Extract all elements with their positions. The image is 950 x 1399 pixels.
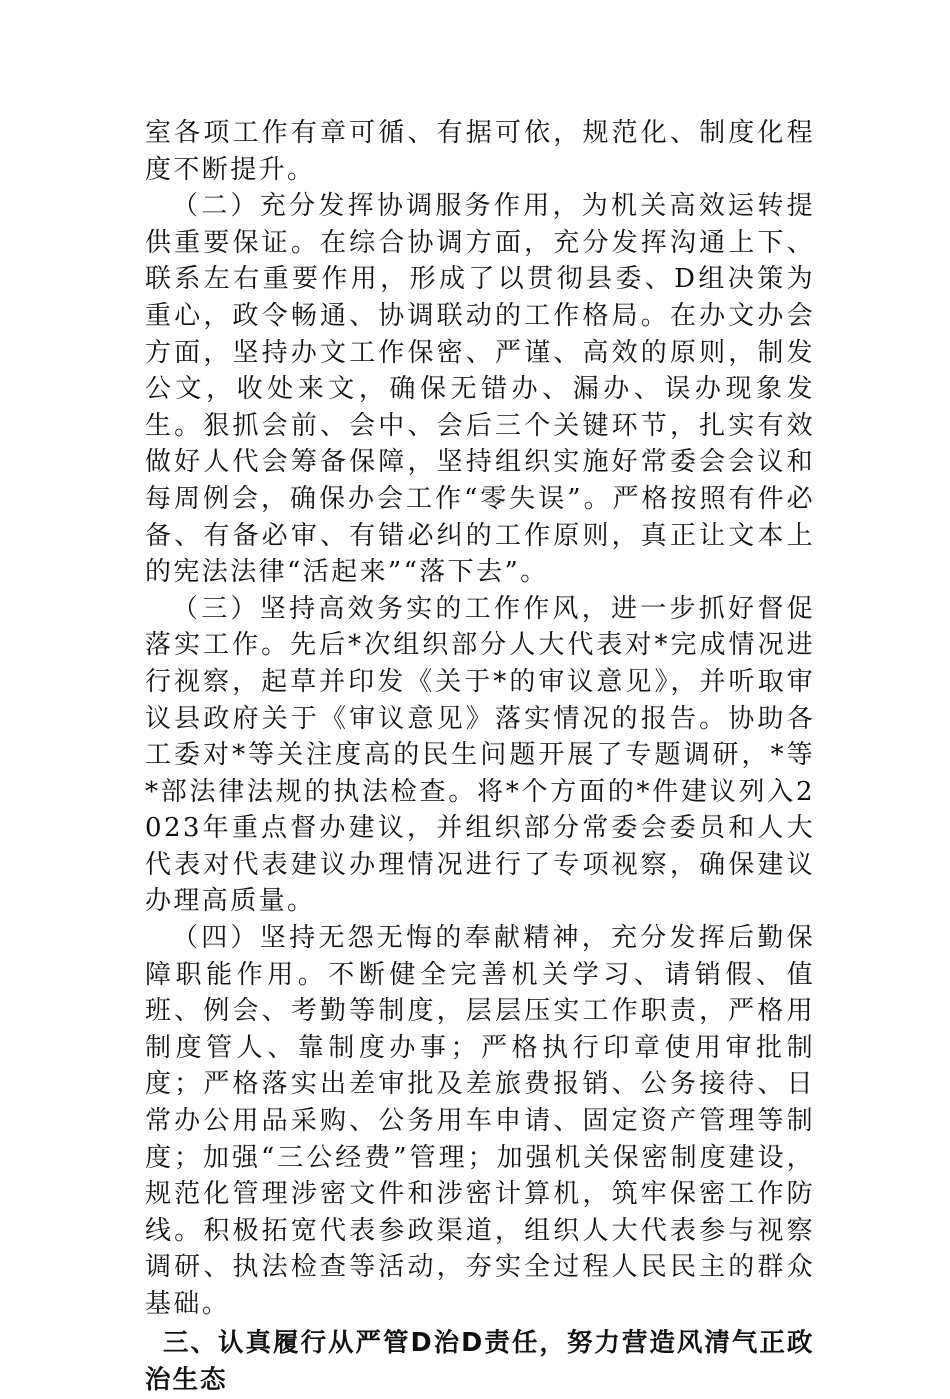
section-heading: 三、认真履行从严管D治D责任，努力营造风清气正政治生态 (145, 1327, 815, 1395)
paragraph-work-style: （三）坚持高效务实的工作作风，进一步抓好督促落实工作。先后*次组织部分人大代表对*完成情况进行视察，起草并印发《关于*的审议意见》，并听取审议县政府关于《审议意见》落实情况的报告。协助各工委对*等关注度高的民生问题开展了专题调研，*等*部法律法规的执法检查。将*个方面的*件建议列入2023年重点督办建议，并组织部分常委会委员和人大代表对代表建议办理情况进行了专项视察，确保建议办理高质量。 (145, 593, 815, 917)
paragraph-continuation: 室各项工作有章可循、有据可依，规范化、制度化程度不断提升。 (145, 118, 815, 185)
paragraph-logistics-support: （四）坚持无怨无悔的奉献精神，充分发挥后勤保障职能作用。不断健全完善机关学习、请销假、值班、例会、考勤等制度，层层压实工作职责，严格用制度管人、靠制度办事；严格执行印章使用审批制度；严格落实出差审批及差旅费报销、公务接待、日常办公用品采购、公务用车申请、固定资产管理等制度；加强“三公经费”管理；加强机关保密制度建设，规范化管理涉密文件和涉密计算机，筑牢保密工作防线。积极拓宽代表参政渠道，组织人大代表参与视察调研、执法检查等活动，夯实全过程人民民主的群众基础。 (145, 923, 815, 1319)
paragraph-coordination-service: （二）充分发挥协调服务作用，为机关高效运转提供重要保证。在综合协调方面，充分发挥沟通上下、联系左右重要作用，形成了以贯彻县委、D组决策为重心，政令畅通、协调联动的工作格局。在办文办会方面，坚持办文工作保密、严谨、高效的原则，制发公文，收处来文，确保无错办、漏办、误办现象发生。狠抓会前、会中、会后三个关键环节，扎实有效做好人代会筹备保障，坚持组织实施好常委会会议和每周例会，确保办会工作“零失误”。严格按照有件必备、有备必审、有错必纠的工作原则，真正让文本上的宪法法律“活起来”“落下去”。 (145, 191, 815, 588)
document-page (145, 115, 815, 1399)
